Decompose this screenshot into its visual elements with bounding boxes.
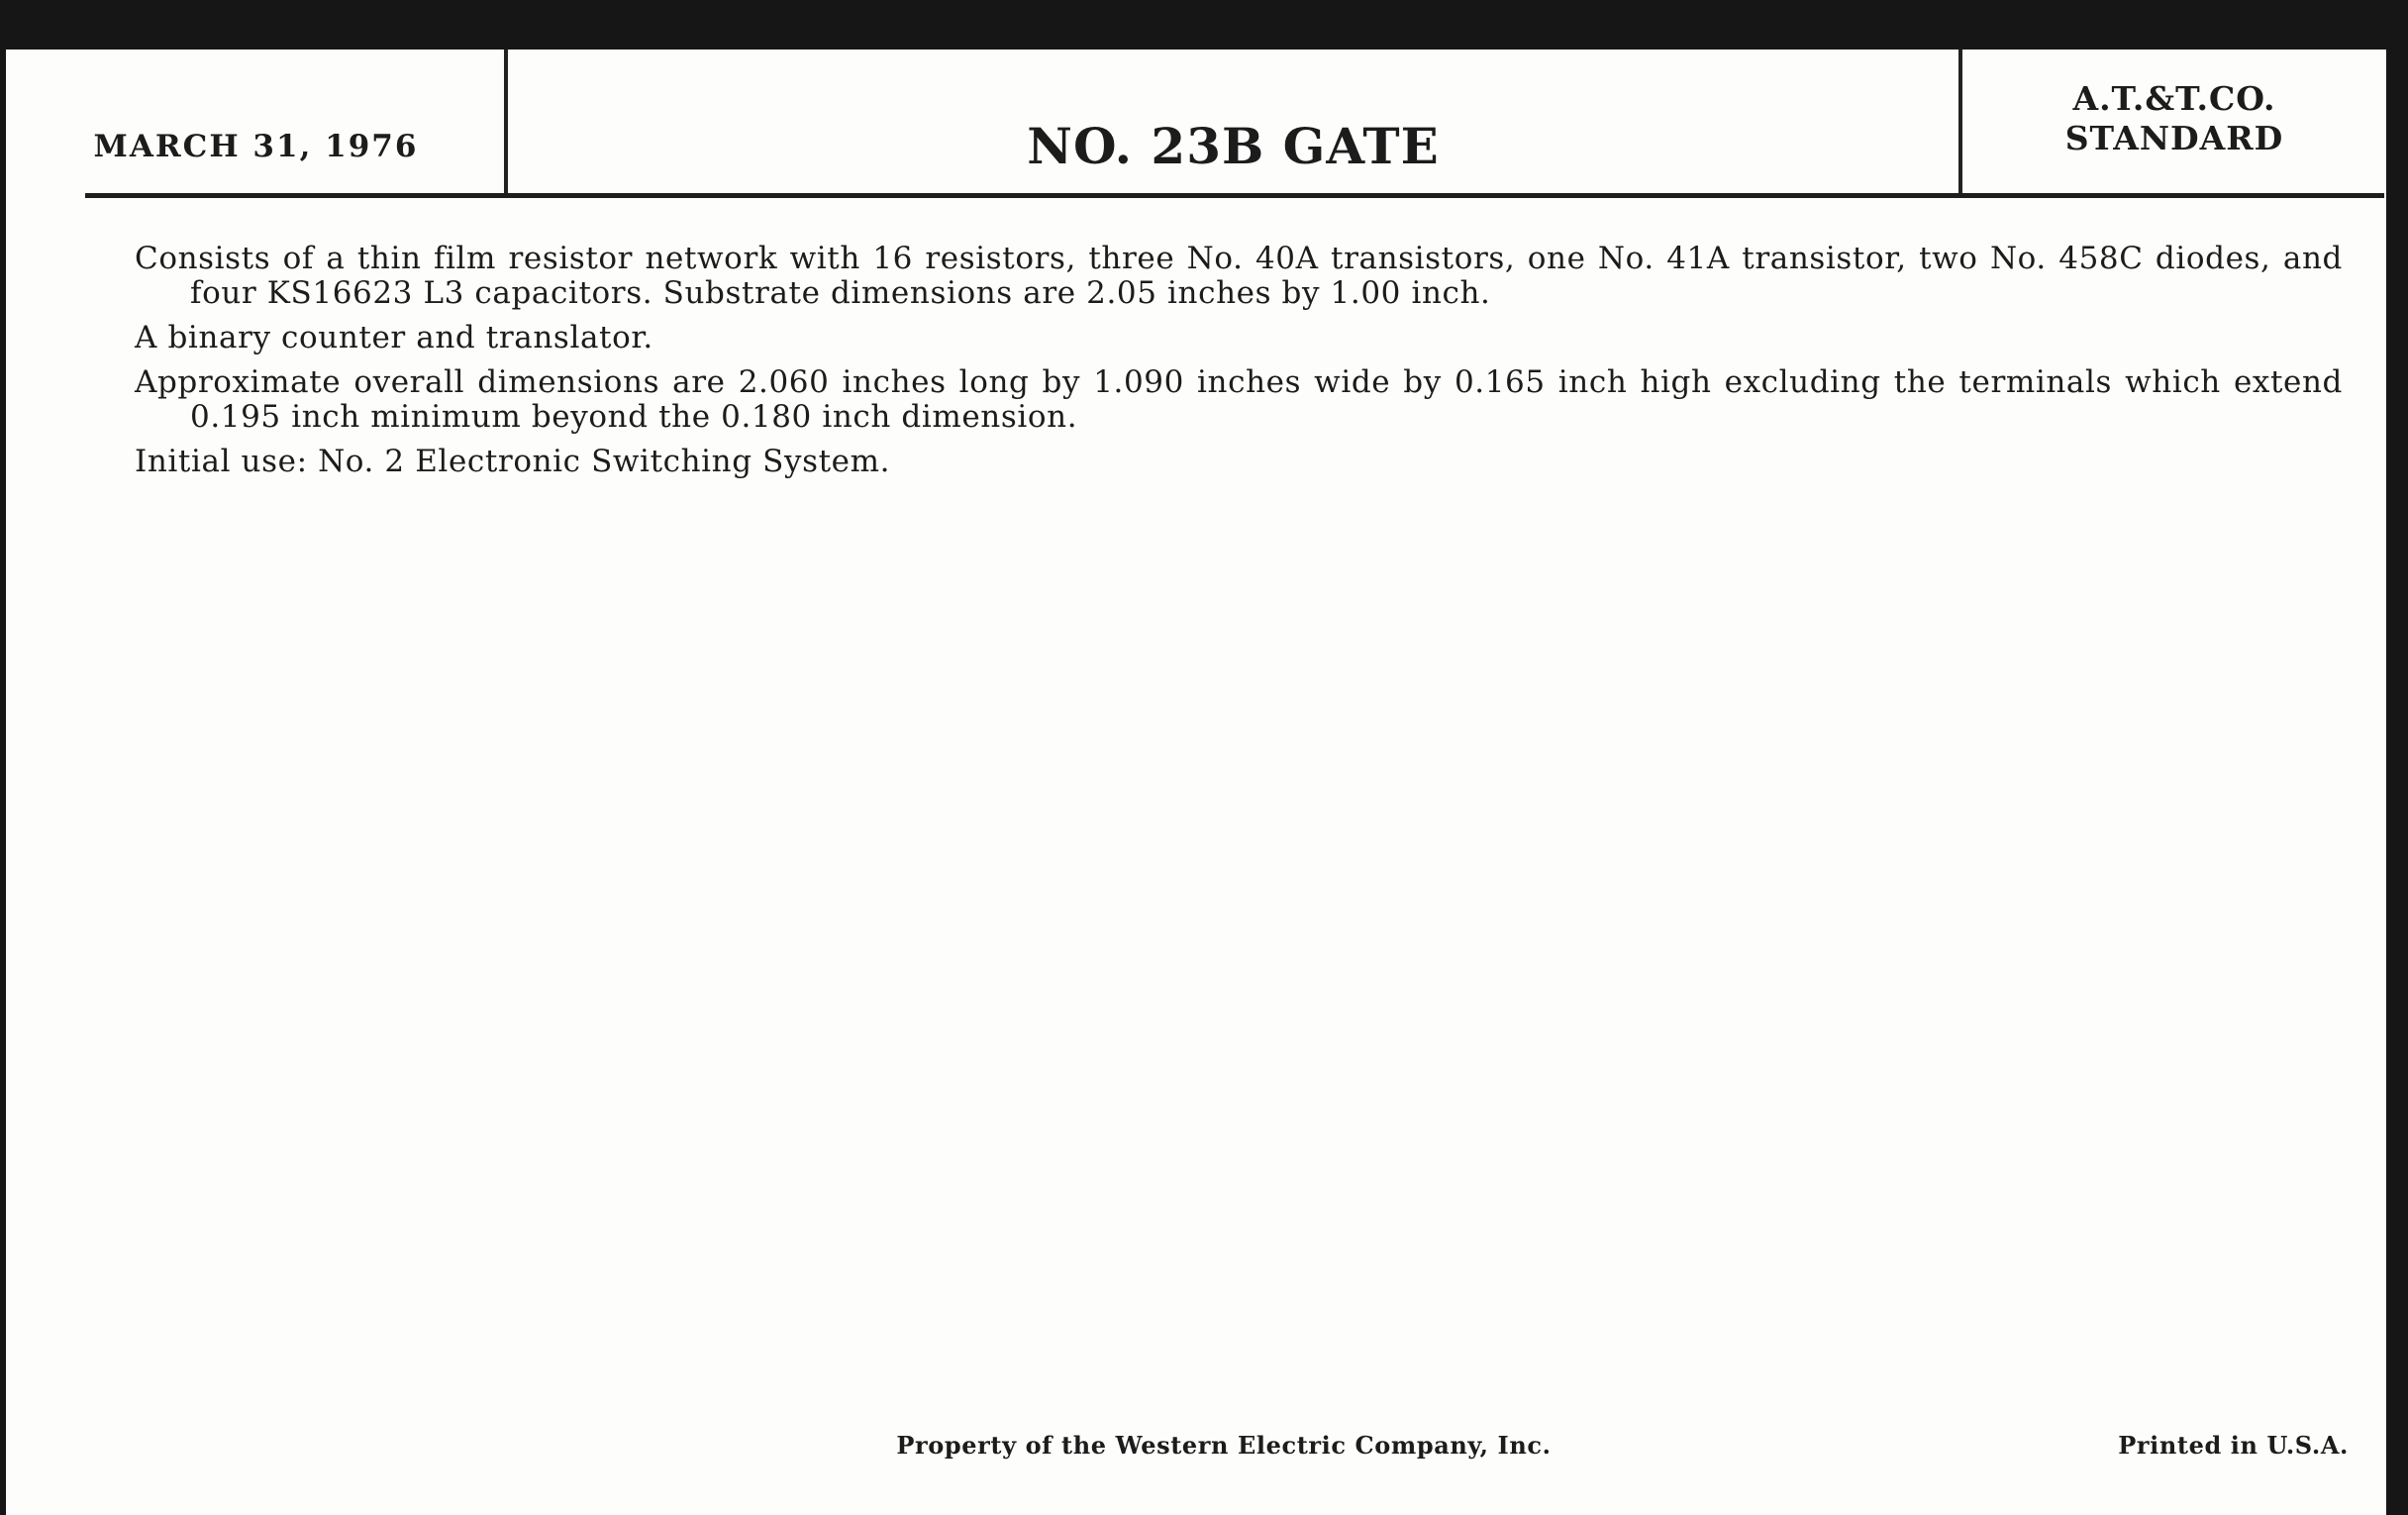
paragraph-composition: Consists of a thin film resistor network with 16 resistors, three No. 40A transistors, one No. 41A transistor, two No. 458C diodes, and four KS16623 L3 capacitors. Substrate dimensions are 2.05 inches by 1.00 inch. [135,241,2343,311]
card-header [6,50,2386,198]
standard-label [1962,67,2386,170]
header-rule [85,193,2384,198]
footer-property: Property of the Western Electric Company, Inc. [896,1431,1552,1460]
footer-printed: Printed in U.S.A. [2118,1431,2349,1460]
standard-line-1: A.T.&T.CO. [2072,79,2276,118]
standard-line-2: STANDARD [2064,119,2284,157]
paragraph-initial-use: Initial use: No. 2 Electronic Switching System. [135,444,891,479]
issue-date: MARCH 31, 1976 [93,128,419,164]
paragraph-dimensions: Approximate overall dimensions are 2.060 inches long by 1.090 inches wide by 0.165 inch high excluding the terminals which extend 0.195 inch minimum beyond the 0.180 inch dimension. [135,364,2343,435]
paragraph-function: A binary counter and translator. [135,320,653,355]
specification-card [6,50,2386,1515]
description-body [135,242,2343,489]
page-title: NO. 23B GATE [1027,117,1440,175]
